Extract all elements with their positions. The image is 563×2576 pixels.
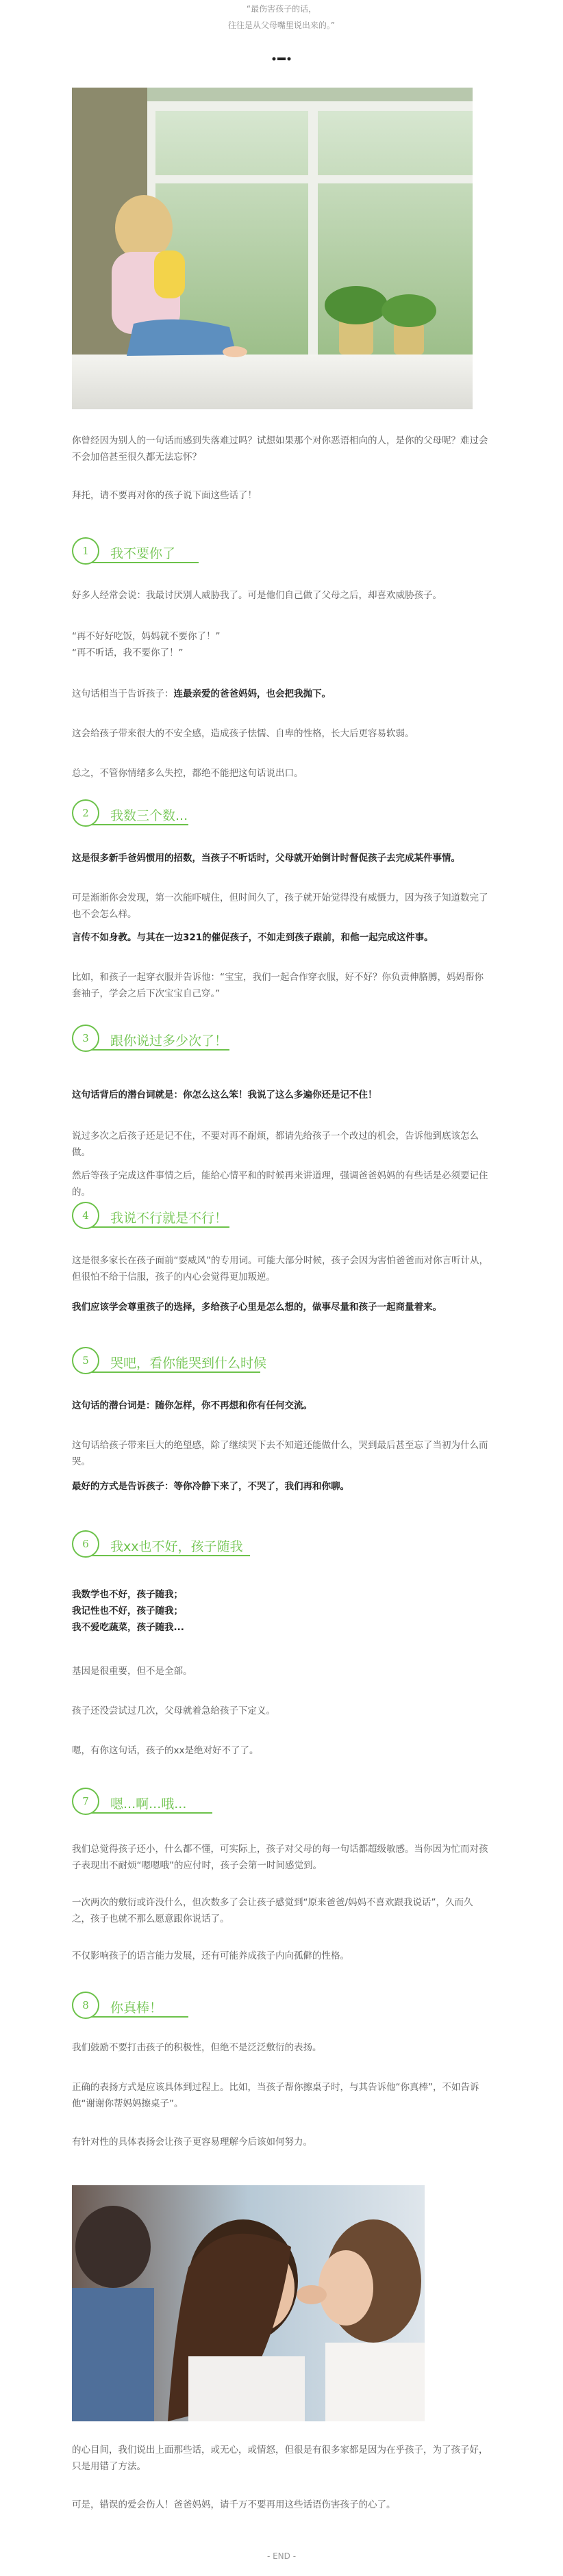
- section-number-badge: 2: [72, 799, 99, 827]
- section-title: 你真棒！: [110, 2000, 163, 2015]
- section-6-paragraph: 嗯，有你这句话，孩子的xx是绝对好不了了。: [72, 1745, 259, 1756]
- section-title: 我数三个数...: [110, 808, 188, 823]
- section-3-paragraph: 然后等孩子完成这件事情之后，能给心情平和的时候再来讲道理，强调爸爸妈妈的有些话是必须要记住的。: [72, 1170, 488, 1198]
- section-1-quote-1: “再不好好吃饭，妈妈就不要你了！”: [72, 631, 221, 642]
- intro-paragraph-1: 你曾经因为别人的一句话而感到失落难过吗？试想如果那个对你恶语相向的人，是你的父母呢？难过会不会加倍甚至很久都无法忘怀？: [72, 435, 488, 463]
- section-title: 嗯...啊...哦...: [110, 1796, 187, 1812]
- section-title: 我说不行就是不行！: [110, 1211, 228, 1226]
- section-5-paragraph: 这句话给孩子带来巨大的绝望感，除了继续哭下去不知道还能做什么，哭到最后甚至忘了当初为什么而哭。: [72, 1440, 488, 1467]
- section-heading-2: [72, 799, 277, 829]
- section-6-list-item: 我记性也不好，孩子随我；: [72, 1606, 183, 1617]
- section-2-paragraph: 可是渐渐你会发现，第一次能吓唬住，但时间久了，孩子就开始觉得没有威慑力，因为孩子知道数完了也不会怎么样。: [72, 892, 488, 920]
- section-3-paragraph: 这句话背后的潜台词就是：你怎么这么笨！我说了这么多遍你还是记不住！: [72, 1090, 377, 1100]
- section-5-paragraph: 最好的方式是告诉孩子：等你冷静下来了，不哭了，我们再和你聊。: [72, 1481, 349, 1492]
- section-title: 跟你说过多少次了！: [110, 1033, 228, 1048]
- section-5-paragraph: 这句话的潜台词是：随你怎样，你不再想和你有任何交流。: [72, 1400, 312, 1411]
- section-1-paragraph: 总之，不管你情绪多么失控，都绝不能把这句话说出口。: [72, 768, 303, 779]
- header-caption-line2: 往往是从父母嘴里说出来的。”: [227, 21, 336, 30]
- section-7-paragraph: 我们总觉得孩子还小，什么都不懂，可实际上，孩子对父母的每一句话都超级敏感。当你因为忙而对孩子表现出不耐烦“嗯嗯哦”的应付时，孩子会第一时间感觉到。: [72, 1844, 488, 1871]
- section-8-paragraph: 我们鼓励不要打击孩子的积极性，但绝不是泛泛敷衍的表扬。: [72, 2042, 322, 2053]
- section-number-badge: 7: [72, 1788, 99, 1815]
- divider-icon: [271, 56, 292, 62]
- section-4-paragraph: 我们应该学会尊重孩子的选择，多给孩子心里是怎么想的，做事尽量和孩子一起商量着来。: [72, 1302, 442, 1313]
- section-heading-6: [72, 1530, 277, 1560]
- section-6-list-item: 我不爱吃蔬菜，孩子随我...: [72, 1622, 184, 1633]
- section-6-paragraph: 基因是很重要，但不是全部。: [72, 1666, 192, 1677]
- section-heading-4: [72, 1202, 277, 1232]
- section-1-paragraph: 这会给孩子带来很大的不安全感，造成孩子怯懦、自卑的性格，长大后更容易软弱。: [72, 728, 414, 739]
- section-heading-7: [72, 1788, 277, 1818]
- section-number-badge: 4: [72, 1202, 99, 1229]
- section-6-paragraph: 孩子还没尝试过几次，父母就着急给孩子下定义。: [72, 1705, 275, 1716]
- section-2-paragraph: 比如，和孩子一起穿衣服并告诉他：“宝宝，我们一起合作穿衣服，好不好？你负责伸胳膊，妈妈帮你套袖子，学会之后下次宝宝自己穿。”: [72, 972, 484, 999]
- section-8-paragraph: 有针对性的具体表扬会让孩子更容易理解今后该如何努力。: [72, 2137, 312, 2148]
- section-2-paragraph: 言传不如身教。与其在一边321的催促孩子，不如走到孩子跟前，和他一起完成这件事。: [72, 932, 434, 943]
- section-1-quote-2: “再不听话，我不要你了！”: [72, 647, 184, 658]
- section-2-paragraph: 这是很多新手爸妈惯用的招数，当孩子不听话时，父母就开始倒计时督促孩子去完成某件事情。: [72, 853, 460, 864]
- section-number-badge: 8: [72, 1992, 99, 2019]
- section-number-badge: 6: [72, 1530, 99, 1558]
- intro-paragraph-2: 拜托，请不要再对你的孩子说下面这些话了！: [72, 490, 257, 501]
- section-heading-1: [72, 537, 277, 567]
- section-7-paragraph: 不仅影响孩子的语言能力发展，还有可能养成孩子内向孤僻的性格。: [72, 1950, 349, 1961]
- section-3-paragraph: 说过多次之后孩子还是记不住，不要对再不耐烦，都请先给孩子一个改过的机会，告诉他到底该怎么做。: [72, 1131, 479, 1158]
- section-1-paragraph: 好多人经常会说：我最讨厌别人威胁我了。可是他们自己做了父母之后，却喜欢威胁孩子。: [72, 590, 442, 601]
- section-1-paragraph: [72, 686, 490, 702]
- section-6-list-item: 我数学也不好，孩子随我；: [72, 1589, 183, 1600]
- section-heading-5: [72, 1347, 277, 1377]
- outro-paragraph-1: 的心目间，我们说出上面那些话，或无心，或情怒，但很是有很多家都是因为在乎孩子，为了孩子好，只是用错了方法。: [72, 2445, 488, 2472]
- section-title: 哭吧，看你能哭到什么时候: [110, 1356, 267, 1371]
- section-title: 我不要你了: [110, 546, 176, 561]
- child-window-photo: [72, 88, 473, 409]
- section-8-paragraph: 正确的表扬方式是应该具体到过程上。比如，当孩子帮你擦桌子时，与其告诉他“你真棒”，不如告诉他“谢谢你帮妈妈擦桌子”。: [72, 2082, 479, 2109]
- girls-whispering-photo: [72, 2185, 425, 2421]
- section-heading-3: [72, 1025, 277, 1055]
- section-7-paragraph: 一次两次的敷衍或许没什么，但次数多了会让孩子感觉到“原来爸爸/妈妈不喜欢跟我说话”，久而久之，孩子也就不那么愿意跟你说话了。: [72, 1897, 473, 1924]
- section-number-badge: 3: [72, 1025, 99, 1052]
- section-4-paragraph: 这是很多家长在孩子面前“耍威风”的专用词。可能大部分时候，孩子会因为害怕爸爸而对你言听计从，但很怕不给于信服，孩子的内心会觉得更加叛逆。: [72, 1255, 488, 1283]
- section-number-badge: 1: [72, 537, 99, 565]
- section-heading-8: [72, 1992, 277, 2022]
- section-number-badge: 5: [72, 1347, 99, 1374]
- header-caption-line1: “最伤害孩子的话，: [246, 4, 317, 14]
- text: 这句话相当于告诉孩子：: [72, 688, 174, 699]
- emphasis-text: 连最亲爱的爸爸妈妈，也会把我抛下。: [173, 688, 331, 699]
- section-title: 我xx也不好，孩子随我: [110, 1539, 243, 1554]
- outro-paragraph-2: 可是，错误的爱会伤人！爸爸妈妈，请千万不要再用这些话语伤害孩子的心了。: [72, 2499, 396, 2510]
- end-marker: - END -: [266, 2551, 297, 2561]
